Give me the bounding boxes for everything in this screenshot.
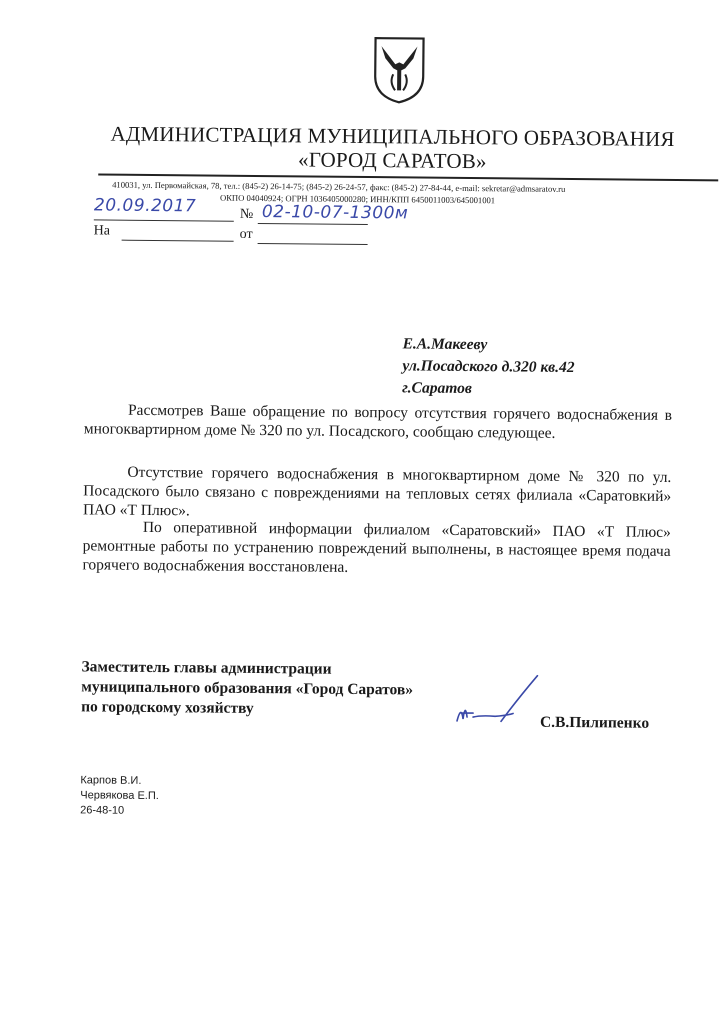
signatory-position [81,657,413,720]
executor-phone: 26-48-10 [80,804,125,817]
position-line3: по городскому хозяйству [81,698,254,717]
signer-name: С.В.Пилипенко [539,713,650,732]
body-paragraph-3: По оперативной информации филиалом «Саратовский» ПАО «Т Плюс» ремонтные работы по устранению повреждений выполнены, в настоящее время подача горячего водоснабжения восстановлена. [82,518,671,576]
handwritten-signature [451,669,542,730]
number-label: № [239,206,254,222]
body-paragraph-2: Отсутствие горячего водоснабжения в многоквартирном доме № 320 по ул. Посадского было связано с повреждениями на тепловых сетях филиала «Саратовкий» ПАО «Т Плюс». [82,463,672,520]
position-line1: Заместитель главы администрации [81,658,332,678]
handwritten-number: 02-10-07-1300м [261,202,409,224]
na-label: На [93,223,111,239]
org-title-line1: АДМИНИСТРАЦИЯ МУНИЦИПАЛЬНОГО ОБРАЗОВАНИЯ [110,121,675,151]
addressee-block [402,333,575,401]
addressee-street: ул.Посадского д.320 кв.42 [402,357,575,377]
ot-underline [258,243,368,245]
contacts-line2: ОКПО 04040924; ОГРН 1036405000280; ИНН/КПП 6450011003/645001001 [219,192,496,206]
position-line2: муниципального образования «Город Саратов» [81,678,414,699]
org-title-line2: «ГОРОД САРАТОВ» [297,147,487,174]
number-underline [258,223,368,225]
body-paragraph-1: Рассмотрев Ваше обращение по вопросу отсутствия горячего водоснабжения в многоквартирном доме № 320 по ул. Посадского, сообщаю следующее. [83,401,673,442]
ot-label: от [239,226,253,242]
executors-block [80,773,159,819]
addressee-name: Е.А.Макееву [402,335,488,354]
executor-2: Червякова Е.П. [80,789,159,803]
saratov-coat-of-arms-icon [371,34,428,105]
contacts-line1: 410031, ул. Первомайская, 78, тел.: (845-2) 26-14-75; (845-2) 26-24-57, факс: (845-2) 27-84-44, e-mail: sekretar@admsaratov.ru [112,179,566,194]
handwritten-date: 20.09.2017 [93,195,197,217]
executor-1: Карпов В.И. [80,774,142,787]
date-underline [94,219,234,221]
addressee-city: г.Саратов [402,379,472,398]
na-underline [122,240,234,242]
